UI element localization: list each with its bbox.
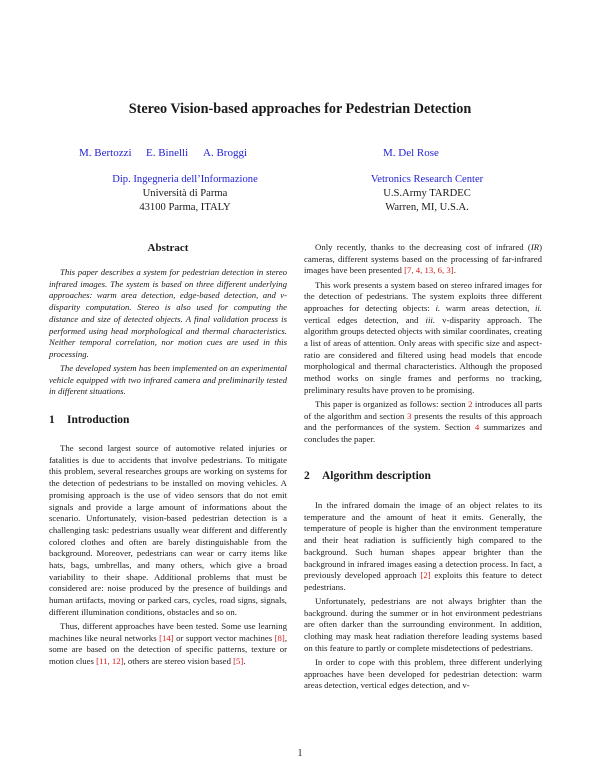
abstract-paragraph-1: This paper describes a system for pedestrian detection in stereo infrared images. The system is based on three different underlying approaches: warm area detection, edge-based detection, and v-disparity computation. Stereo is also used for computing the distance and size of detected objects. A final validation process is performed using head morphological and thermal characteristics. Neither temporal correlation, nor motion cues are used in this processing. (49, 267, 287, 359)
abstract-paragraph-2: The developed system has been implemented on an experimental vehicle equipped with two infrared camera and preliminarily tested in different situations. (49, 363, 287, 397)
abstract-body (49, 267, 287, 398)
algo-paragraph-3: In order to cope with this problem, three different underlying approaches have been developed for pedestrian detection: warm areas detection, vertical edges detection, and v- (304, 656, 542, 691)
affiliation-right-center: Vetronics Research Center (370, 174, 484, 185)
affiliation-left (85, 173, 285, 215)
affiliation-right-city: Warren, MI, U.S.A. (385, 202, 469, 213)
citation-link[interactable]: [8] (274, 632, 285, 643)
algo-paragraph-2: Unfortunately, pedestrians are not always brighter than the background. during the summer or in hot environment pedestrians are often darker than the surrounding environment. In addition, clothing may mask heat radiation therefore leading systems based on this feature to partly or complete misdetections of pedestrians. (304, 596, 542, 653)
citation-link[interactable]: [11, 12] (96, 656, 124, 667)
section-1-heading (49, 414, 129, 426)
page-number: 1 (297, 748, 303, 759)
affiliation-right (327, 173, 527, 215)
algo-body (304, 500, 542, 692)
author-1: M. Bertozzi (79, 147, 132, 159)
author-3: A. Broggi (203, 147, 247, 159)
abstract-heading: Abstract (147, 242, 189, 254)
affiliation-left-dept: Dip. Ingegneria dell’Informazione (112, 174, 258, 185)
algo-paragraph-1: In the infrared domain the image of an object relates to its temperature and the amount of heat it emits. Generally, the temperature of people is higher than the environment temperature and their heat radiation is sufficiently high compared to the background. Such human shapes appear brighter than the background in infrared images easing a detection process. In fact, a previously developed approach [2] exploits this feature to detect pedestrians. (304, 500, 542, 592)
affiliation-right-org: U.S.Army TARDEC (383, 188, 471, 199)
affiliation-left-city: 43100 Parma, ITALY (139, 202, 231, 213)
author-4: M. Del Rose (383, 147, 439, 159)
citation-link[interactable]: [2] (420, 570, 431, 581)
section-link[interactable]: 2 (468, 398, 473, 409)
paper-title: Stereo Vision-based approaches for Pedestrian Detection (128, 101, 472, 117)
section-link[interactable]: 4 (474, 422, 480, 433)
intro-body (49, 443, 287, 668)
intro-paragraph-2: Thus, different approaches have been tested. Some use learning machines like neural networks [14] or support vector machines [8], some are based on the detection of specific patterns, texture or motion clues [11, 12], others are stereo vision based [5]. (49, 620, 287, 667)
intro-paragraph-1: The second largest source of automotive related injuries or fatalities is due to accidents that involve pedestrians. To mitigate this problem, several researches groups are working on systems for the detection of pedestrians to be installed on moving vehicles. A promising approach is the use of video sensors that do not emit signals and provide a large amount of informations about the scenario. Unfortunately, vision-based pedestrian detection is a challenging task: pedestrians usually wear different and differently colored clothes and often are barely distinguishable from the background. Moreover, pedestrians can wear or carry items like hats, bags, umbrellas, and many others, which give a broad variability to their shape. Additional problems that must be considered are: noise produced by the presence of buildings and human artifacts, moving or parked cars, cycles, road signs, signals, different illumination conditions, obstacles and so on. (49, 443, 287, 617)
section-2-title: Algorithm description (322, 470, 431, 482)
author-2: E. Binelli (146, 147, 189, 159)
citation-link[interactable]: [7, 4, 13, 6, 3] (404, 265, 454, 276)
section-2-number: 2 (304, 470, 310, 482)
right-paragraph-1: Only recently, thanks to the decreasing cost of infrared (IR) cameras, different systems based on the processing of far-infrared images have been presented [7, 4, 13, 6, 3]. (304, 242, 542, 276)
section-1-number: 1 (49, 414, 55, 426)
right-paragraph-2: This work presents a system based on stereo infrared images for the detection of pedestrians. The system exploits three different approaches for detecting objects: i. warm areas detection, ii. vertical edges detection, and iii. v-disparity approach. The algorithm groups detected objects with similar coordinates, creating a list of areas of attention. Only areas with specific size and aspect-ratio are considered and filtered using head models that encode morphological and thermal characteristics. Although the proposed method works on single frames and performs no tracking, preliminary results have proven to be promising. (304, 279, 543, 395)
citation-link[interactable]: [5] (233, 656, 244, 667)
affiliation-left-univ: Università di Parma (142, 188, 228, 199)
right-paragraph-3: This paper is organized as follows: section 2 introduces all parts of the algorithm and section 3 presents the results of this approach and the performances of the system. Section 4 summarizes and concludes the paper. (304, 398, 543, 445)
section-1-title: Introduction (67, 414, 130, 426)
right-intro-body (304, 242, 542, 446)
section-link[interactable]: 3 (407, 410, 412, 421)
citation-link[interactable]: [14] (159, 632, 174, 643)
section-2-heading (304, 470, 431, 482)
